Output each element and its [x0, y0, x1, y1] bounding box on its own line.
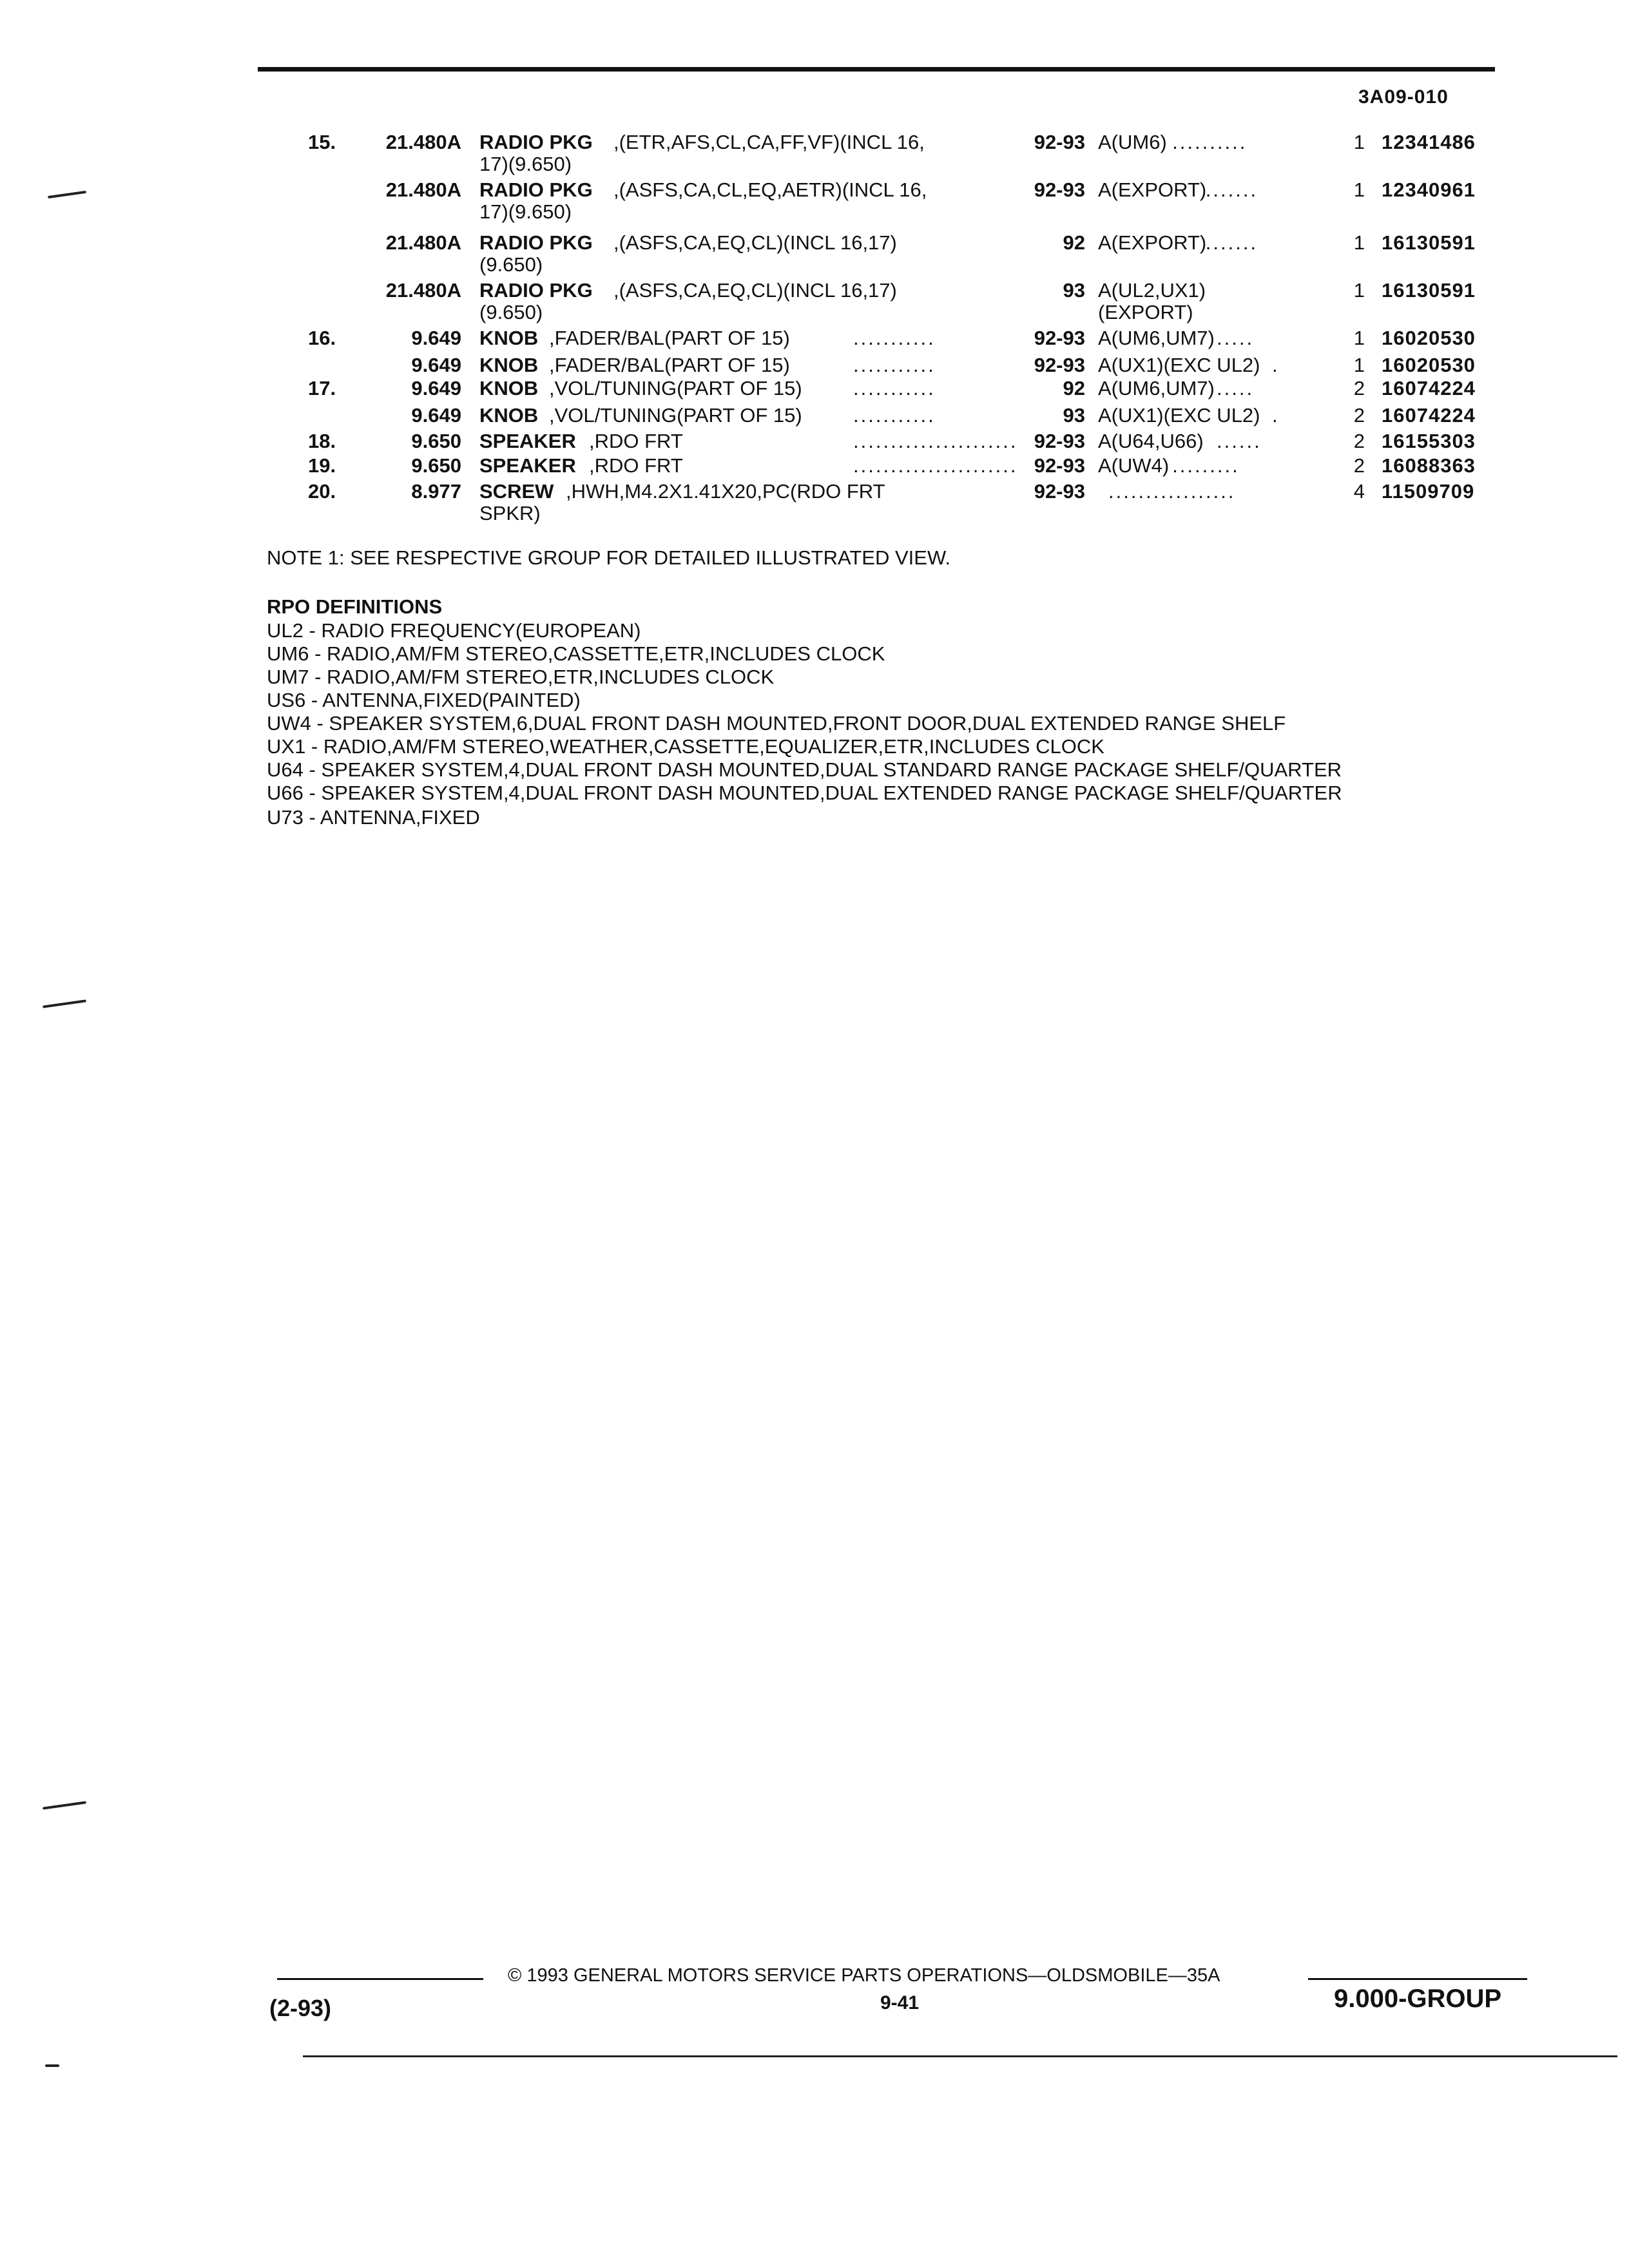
group-number: 9.649 [411, 377, 461, 399]
footer-copyright: © 1993 GENERAL MOTORS SERVICE PARTS OPERATIONS—OLDSMOBILE—35A [508, 1965, 1220, 1986]
part-name: KNOB [479, 354, 539, 376]
group-number: 8.977 [411, 480, 461, 503]
part-number: 16155303 [1382, 430, 1476, 452]
leader-dots: ........... [853, 354, 936, 376]
part-description: ,FADER/BAL(PART OF 15) [549, 327, 790, 349]
part-description: ,(ETR,AFS,CL,CA,FF,VF)(INCL 16, [613, 131, 925, 153]
rpo-definition: UM7 - RADIO,AM/FM STEREO,ETR,INCLUDES CLOCK [267, 666, 775, 688]
leader-dots: ...................... [853, 430, 1018, 452]
part-name: KNOB [479, 377, 539, 399]
parts-row [0, 280, 1629, 331]
parts-row [0, 179, 1629, 231]
part-description: ,VOL/TUNING(PART OF 15) [549, 404, 802, 427]
model-year: 92-93 [1034, 178, 1085, 201]
group-number: 9.650 [411, 454, 461, 477]
usage-code-continued: (EXPORT) [1098, 301, 1193, 323]
part-name: RADIO PKG [479, 178, 593, 201]
usage-code: A(UM6,UM7) [1098, 327, 1215, 349]
page-code: 3A09-010 [1358, 86, 1449, 108]
part-name: KNOB [479, 327, 539, 349]
part-number: 16074224 [1382, 377, 1476, 399]
part-number: 16130591 [1382, 279, 1476, 302]
part-description: ,(ASFS,CA,EQ,CL)(INCL 16,17) [613, 279, 897, 302]
leader-dots: ....... [1205, 178, 1258, 201]
usage-code: A(EXPORT) [1098, 231, 1207, 254]
quantity: 2 [1353, 404, 1365, 427]
part-description-continued: (9.650) [479, 253, 543, 276]
leader-dots: ........... [853, 327, 936, 349]
part-number: 12341486 [1382, 131, 1476, 153]
leader-dots: ......... [1172, 454, 1240, 477]
part-description-continued: SPKR) [479, 502, 541, 524]
usage-code: A(UM6) [1098, 131, 1167, 153]
item-number: 18. [308, 430, 336, 452]
leader-dots: . [1272, 404, 1280, 427]
model-year: 92-93 [1034, 454, 1085, 477]
part-name: SPEAKER [479, 454, 576, 477]
scan-mark [43, 999, 86, 1008]
leader-dots: . [1272, 354, 1280, 376]
note-1: NOTE 1: SEE RESPECTIVE GROUP FOR DETAILED ILLUSTRATED VIEW. [267, 546, 951, 569]
part-description-continued: (9.650) [479, 301, 543, 323]
rpo-definition: U66 - SPEAKER SYSTEM,4,DUAL FRONT DASH MOUNTED,DUAL EXTENDED RANGE PACKAGE SHELF/QUARTER [267, 782, 1342, 804]
part-name: RADIO PKG [479, 131, 593, 153]
rpo-definition: UW4 - SPEAKER SYSTEM,6,DUAL FRONT DASH MOUNTED,FRONT DOOR,DUAL EXTENDED RANGE SHELF [267, 712, 1286, 735]
header-rule [258, 67, 1495, 72]
model-year: 92-93 [1034, 430, 1085, 452]
item-number: 20. [308, 480, 336, 503]
part-number: 16020530 [1382, 354, 1476, 376]
footer-group: 9.000-GROUP [1334, 1984, 1502, 2013]
footer-date: (2-93) [269, 1995, 332, 2021]
item-number: 15. [308, 131, 336, 153]
usage-code: A(UX1)(EXC UL2) [1098, 404, 1260, 427]
part-number: 16130591 [1382, 231, 1476, 254]
group-number: 9.650 [411, 430, 461, 452]
rpo-definition: UM6 - RADIO,AM/FM STEREO,CASSETTE,ETR,INCLUDES CLOCK [267, 642, 885, 665]
part-description: ,RDO FRT [589, 430, 683, 452]
part-number: 16088363 [1382, 454, 1476, 477]
part-description: ,FADER/BAL(PART OF 15) [549, 354, 790, 376]
quantity: 1 [1353, 178, 1365, 201]
group-number: 21.480A [385, 231, 461, 254]
quantity: 1 [1353, 231, 1365, 254]
leader-dots: ........... [853, 404, 936, 427]
usage-code: A(U64,U66) [1098, 430, 1204, 452]
group-number: 9.649 [411, 404, 461, 427]
model-year: 92-93 [1034, 354, 1085, 376]
group-number: 9.649 [411, 327, 461, 349]
rpo-definition: US6 - ANTENNA,FIXED(PAINTED) [267, 689, 581, 711]
usage-code: A(UL2,UX1) [1098, 279, 1206, 302]
quantity: 1 [1353, 327, 1365, 349]
part-name: RADIO PKG [479, 231, 593, 254]
part-description: ,HWH,M4.2X1.41X20,PC(RDO FRT [566, 480, 885, 503]
leader-dots: ...... [1217, 430, 1262, 452]
part-description: ,(ASFS,CA,EQ,CL)(INCL 16,17) [613, 231, 897, 254]
part-number: 12340961 [1382, 178, 1476, 201]
model-year: 92-93 [1034, 131, 1085, 153]
part-description: ,RDO FRT [589, 454, 683, 477]
leader-dots: .......... [1172, 131, 1248, 153]
rpo-definition: UL2 - RADIO FREQUENCY(EUROPEAN) [267, 619, 641, 642]
part-number: 16074224 [1382, 404, 1476, 427]
group-number: 9.649 [411, 354, 461, 376]
quantity: 2 [1353, 454, 1365, 477]
usage-code: A(UX1)(EXC UL2) [1098, 354, 1260, 376]
footer-bottom-rule [303, 2055, 1617, 2057]
model-year: 93 [1063, 279, 1085, 302]
rpo-heading: RPO DEFINITIONS [267, 595, 443, 618]
part-name: KNOB [479, 404, 539, 427]
group-number: 21.480A [385, 178, 461, 201]
item-number: 19. [308, 454, 336, 477]
footer-page-number: 9-41 [880, 1992, 920, 2013]
usage-code: A(UM6,UM7) [1098, 377, 1215, 399]
usage-code: A(UW4) [1098, 454, 1170, 477]
footer-rule-right [1308, 1978, 1527, 1980]
quantity: 1 [1353, 131, 1365, 153]
item-number: 17. [308, 377, 336, 399]
part-description: ,(ASFS,CA,CL,EQ,AETR)(INCL 16, [613, 178, 927, 201]
leader-dots: ...................... [853, 454, 1018, 477]
part-number: 16020530 [1382, 327, 1476, 349]
parts-row [0, 481, 1629, 532]
model-year: 92-93 [1034, 327, 1085, 349]
group-number: 21.480A [385, 279, 461, 302]
footer-rule-left [277, 1978, 483, 1980]
part-name: SCREW [479, 480, 554, 503]
leader-dots: ........... [853, 377, 936, 399]
parts-row [0, 232, 1629, 284]
part-description: ,VOL/TUNING(PART OF 15) [549, 377, 802, 399]
model-year: 92 [1063, 231, 1085, 254]
part-name: SPEAKER [479, 430, 576, 452]
usage-code: A(EXPORT) [1098, 178, 1207, 201]
quantity: 2 [1353, 377, 1365, 399]
part-description-continued: 17)(9.650) [479, 153, 572, 175]
scan-mark [45, 2064, 59, 2067]
leader-dots: ..... [1217, 327, 1255, 349]
leader-dots: ................. [1108, 480, 1236, 503]
item-number: 16. [308, 327, 336, 349]
part-name: RADIO PKG [479, 279, 593, 302]
parts-row [0, 131, 1629, 183]
scan-mark [43, 1801, 86, 1809]
rpo-definition: UX1 - RADIO,AM/FM STEREO,WEATHER,CASSETTE,EQUALIZER,ETR,INCLUDES CLOCK [267, 735, 1104, 758]
part-number: 11509709 [1382, 480, 1475, 503]
part-description-continued: 17)(9.650) [479, 200, 572, 223]
leader-dots: ..... [1217, 377, 1255, 399]
quantity: 1 [1353, 279, 1365, 302]
rpo-definition: U73 - ANTENNA,FIXED [267, 806, 480, 829]
model-year: 92 [1063, 377, 1085, 399]
group-number: 21.480A [385, 131, 461, 153]
quantity: 2 [1353, 430, 1365, 452]
model-year: 93 [1063, 404, 1085, 427]
quantity: 4 [1353, 480, 1365, 503]
rpo-definition: U64 - SPEAKER SYSTEM,4,DUAL FRONT DASH MOUNTED,DUAL STANDARD RANGE PACKAGE SHELF/QUARTER [267, 758, 1342, 781]
model-year: 92-93 [1034, 480, 1085, 503]
quantity: 1 [1353, 354, 1365, 376]
leader-dots: ....... [1205, 231, 1258, 254]
